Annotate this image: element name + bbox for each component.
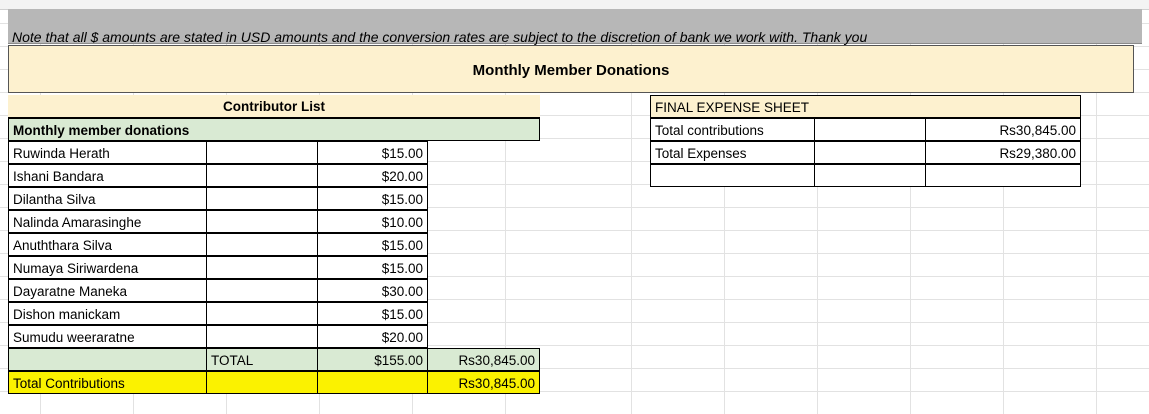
- expense-value[interactable]: Rs29,380.00: [925, 141, 1081, 164]
- contributor-name[interactable]: Anuththara Silva: [8, 233, 207, 256]
- contributor-blank-cell[interactable]: [206, 302, 318, 325]
- total-contributions-label[interactable]: Total Contributions: [8, 371, 207, 394]
- total-label[interactable]: TOTAL: [206, 348, 318, 371]
- contributor-amount[interactable]: $20.00: [317, 164, 428, 187]
- section-label[interactable]: Monthly member donations: [8, 118, 540, 141]
- expense-empty-cell-2[interactable]: [814, 164, 926, 187]
- total-contributions-blank-2[interactable]: [317, 371, 428, 394]
- contributor-name[interactable]: Nalinda Amarasinghe: [8, 210, 207, 233]
- contributor-empty-cell[interactable]: [427, 164, 540, 187]
- contributor-name[interactable]: Ishani Bandara: [8, 164, 207, 187]
- contributor-amount[interactable]: $15.00: [317, 302, 428, 325]
- contributor-name[interactable]: Dayaratne Maneka: [8, 279, 207, 302]
- total-contributions-value[interactable]: Rs30,845.00: [427, 371, 540, 394]
- total-contributions-blank-1[interactable]: [206, 371, 318, 394]
- contributor-blank-cell[interactable]: [206, 256, 318, 279]
- contributor-blank-cell[interactable]: [206, 279, 318, 302]
- contributor-name[interactable]: Numaya Siriwardena: [8, 256, 207, 279]
- contributor-blank-cell[interactable]: [206, 210, 318, 233]
- contributor-name[interactable]: Sumudu weeraratne: [8, 325, 207, 348]
- contributor-empty-cell[interactable]: [427, 210, 540, 233]
- contributor-name[interactable]: Dilantha Silva: [8, 187, 207, 210]
- contributor-empty-cell[interactable]: [427, 141, 540, 164]
- contributor-empty-cell[interactable]: [427, 233, 540, 256]
- expense-value[interactable]: Rs30,845.00: [925, 118, 1081, 141]
- contributor-amount[interactable]: $15.00: [317, 141, 428, 164]
- contributor-amount[interactable]: $10.00: [317, 210, 428, 233]
- expense-blank-cell[interactable]: [814, 141, 926, 164]
- contributor-blank-cell[interactable]: [206, 233, 318, 256]
- expense-label[interactable]: Total contributions: [650, 118, 815, 141]
- contributor-name[interactable]: Dishon manickam: [8, 302, 207, 325]
- contributor-empty-cell[interactable]: [427, 279, 540, 302]
- expense-blank-cell[interactable]: [814, 118, 926, 141]
- contributor-empty-cell[interactable]: [427, 187, 540, 210]
- contributor-blank-cell[interactable]: [206, 141, 318, 164]
- contributor-list-header[interactable]: Contributor List: [8, 95, 540, 118]
- contributor-empty-cell[interactable]: [427, 302, 540, 325]
- contributor-amount[interactable]: $30.00: [317, 279, 428, 302]
- contributor-blank-cell[interactable]: [206, 164, 318, 187]
- contributor-amount[interactable]: $15.00: [317, 233, 428, 256]
- expense-sheet-header[interactable]: FINAL EXPENSE SHEET: [650, 95, 1081, 118]
- expense-label[interactable]: Total Expenses: [650, 141, 815, 164]
- contributor-empty-cell[interactable]: [427, 325, 540, 348]
- sheet-title[interactable]: Monthly Member Donations: [8, 45, 1134, 93]
- total-usd[interactable]: $155.00: [317, 348, 428, 371]
- contributor-blank-cell[interactable]: [206, 325, 318, 348]
- contributor-amount[interactable]: $15.00: [317, 256, 428, 279]
- contributor-empty-cell[interactable]: [427, 256, 540, 279]
- contributor-name[interactable]: Ruwinda Herath: [8, 141, 207, 164]
- contributor-amount[interactable]: $20.00: [317, 325, 428, 348]
- contributor-blank-cell[interactable]: [206, 187, 318, 210]
- note-banner[interactable]: Note that all $ amounts are stated in USD amounts and the conversion rates are subject to the discretion of bank we work with. Thank you: [8, 9, 1142, 44]
- expense-empty-cell-3[interactable]: [925, 164, 1081, 187]
- total-blank-cell[interactable]: [8, 348, 207, 371]
- total-rs[interactable]: Rs30,845.00: [427, 348, 540, 371]
- contributor-amount[interactable]: $15.00: [317, 187, 428, 210]
- expense-empty-cell-1[interactable]: [650, 164, 815, 187]
